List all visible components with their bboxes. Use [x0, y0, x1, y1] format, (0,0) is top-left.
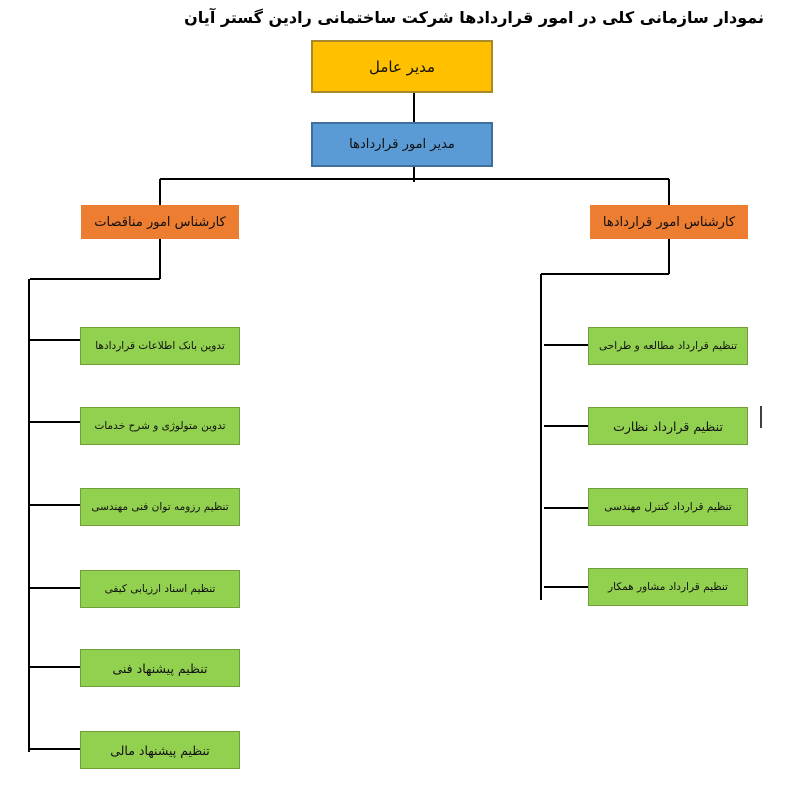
- left-task-box: [80, 488, 240, 526]
- left-task-box: [80, 649, 240, 687]
- right-task-box: [588, 488, 748, 526]
- left-task-box: [80, 407, 240, 445]
- left-task-label: تنظیم پیشنهاد فنی: [112, 660, 208, 676]
- chart-title: نمودار سازمانی کلی در امور قراردادها شرکت ساختمانی رادین گستر آیان: [184, 8, 764, 27]
- contracts-manager-label: مدیر امور قراردادها: [349, 137, 455, 152]
- left-task-label: تنظیم رزومه توان فنی مهندسی: [91, 501, 229, 513]
- right-task-label: تنظیم قرارداد نظارت: [613, 418, 723, 434]
- tenders-specialist-label: کارشناس امور مناقصات: [94, 214, 226, 230]
- contracts-specialist-label: کارشناس امور قراردادها: [602, 214, 736, 230]
- contracts-manager-box: [311, 122, 493, 167]
- left-task-box: [80, 570, 240, 608]
- left-task-box: [80, 327, 240, 365]
- ceo-box: [311, 40, 493, 93]
- left-task-label: تنظیم اسناد ارزیابی کیفی: [104, 583, 216, 595]
- right-task-box: [588, 327, 748, 365]
- ceo-label: مدیر عامل: [368, 57, 436, 76]
- left-task-box: [80, 731, 240, 769]
- left-task-label: تدوین متولوژی و شرح خدمات: [94, 420, 226, 432]
- right-task-box: [588, 407, 748, 445]
- left-task-label: تنظیم پیشنهاد مالی: [110, 742, 210, 758]
- left-task-label: تدوین بانک اطلاعات قراردادها: [95, 340, 225, 352]
- right-task-label: تنظیم قرارداد مطالعه و طراحی: [599, 340, 737, 352]
- tenders-specialist-box: [81, 205, 239, 239]
- right-task-label: تنظیم قرارداد مشاور همکار: [608, 581, 728, 593]
- right-task-label: تنظیم قرارداد کنترل مهندسی: [604, 501, 732, 513]
- right-task-box: [588, 568, 748, 606]
- contracts-specialist-box: [590, 205, 748, 239]
